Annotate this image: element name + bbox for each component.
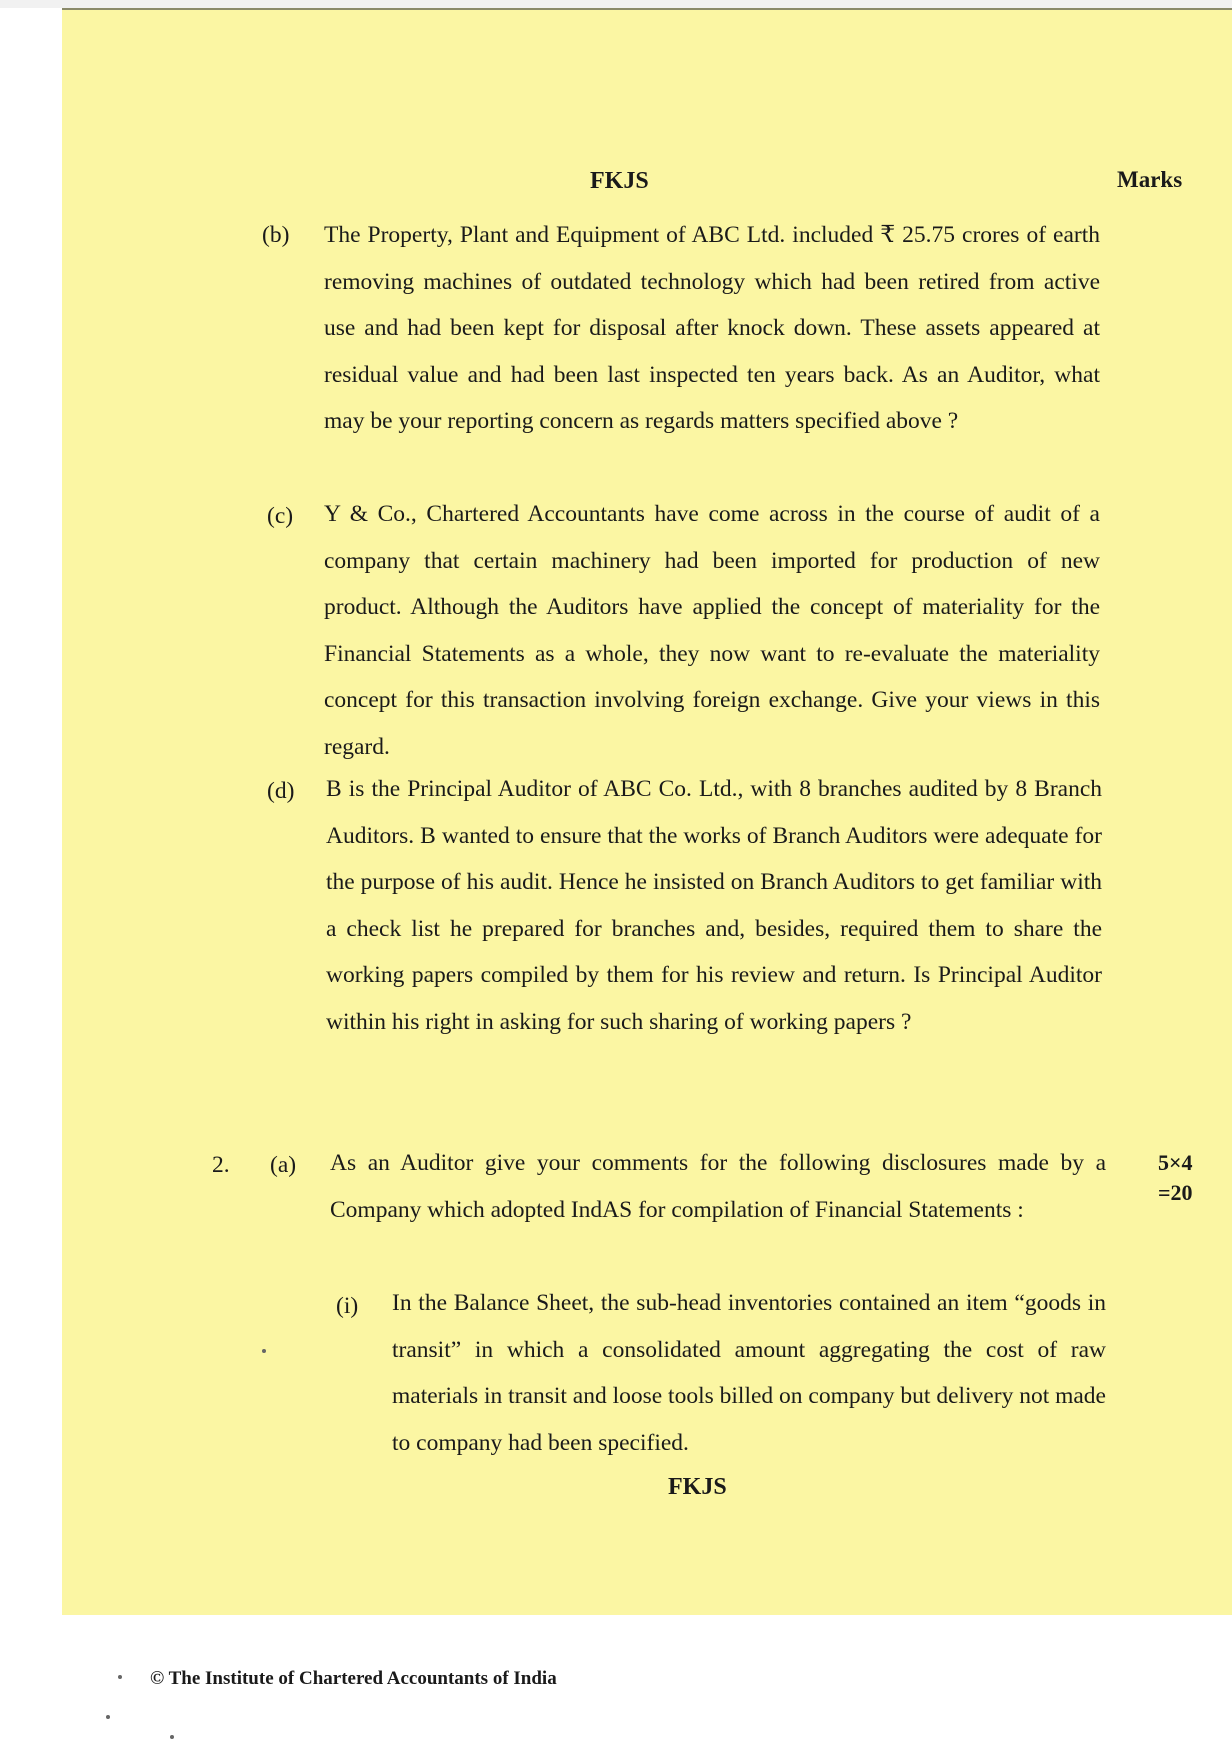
scan-speck: [118, 1675, 122, 1679]
copyright-notice: © The Institute of Chartered Accountants of India: [150, 1668, 557, 1689]
question-text-d: B is the Principal Auditor of ABC Co. Ltd., with 8 branches audited by 8 Branch Auditors. B wanted to ensure that the works of Branch Auditors were adequate for the purpose of his audit. Hence he insisted on Branch Auditors to get familiar with a check list he prepared for branches and, besides, required them to share the working papers compiled by them for his review and return. Is Principal Auditor within his right in asking for such sharing of working papers ?: [326, 776, 1102, 1035]
paper-code-top: FKJS: [590, 168, 649, 194]
question-text-2a: As an Auditor give your comments for the following disclosures made by a Company which adopted IndAS for compilation of Financial Statements :: [330, 1150, 1106, 1223]
question-text-b: The Property, Plant and Equipment of ABC Ltd. included ₹ 25.75 crores of earth removing machines of outdated technology which had been retired from active use and had been kept for disposal after knock down. These assets appeared at residual value and had been last inspected ten years back. As an Auditor, what may be your reporting concern as regards matters specified above ?: [324, 222, 1100, 434]
question-label-b: (b): [262, 222, 290, 248]
question-label-2a: (a): [270, 1152, 297, 1178]
scan-edge: [0, 0, 1232, 8]
marks-column-heading: Marks: [1117, 167, 1183, 192]
marks-line-2: =20: [1158, 1180, 1193, 1205]
sub-question-label-i: (i): [336, 1293, 359, 1319]
question-label-c: (c): [267, 503, 294, 529]
question-number-2: 2.: [212, 1152, 230, 1178]
sub-question-text-i: In the Balance Sheet, the sub-head inventories contained an item “goods in transit” in which a consolidated amount aggregating the cost of raw materials in transit and loose tools billed on company but delivery not made to company had been specified.: [392, 1290, 1106, 1456]
paper-code-bottom: FKJS: [668, 1474, 727, 1500]
marks-question-2: [1158, 1148, 1193, 1208]
question-text-c: Y & Co., Chartered Accountants have come across in the course of audit of a company that certain machinery had been imported for production of new product. Although the Auditors have applied the concept of materiality for the Financial Statements as a whole, they now want to re-evaluate the materiality concept for this transaction involving foreign exchange. Give your views in this regard.: [324, 501, 1100, 760]
scan-speck: [170, 1735, 174, 1739]
question-label-d: (d): [267, 778, 295, 804]
marks-line-1: 5×4: [1158, 1150, 1193, 1175]
scan-speck: [262, 1349, 266, 1353]
scan-speck: [106, 1715, 110, 1719]
